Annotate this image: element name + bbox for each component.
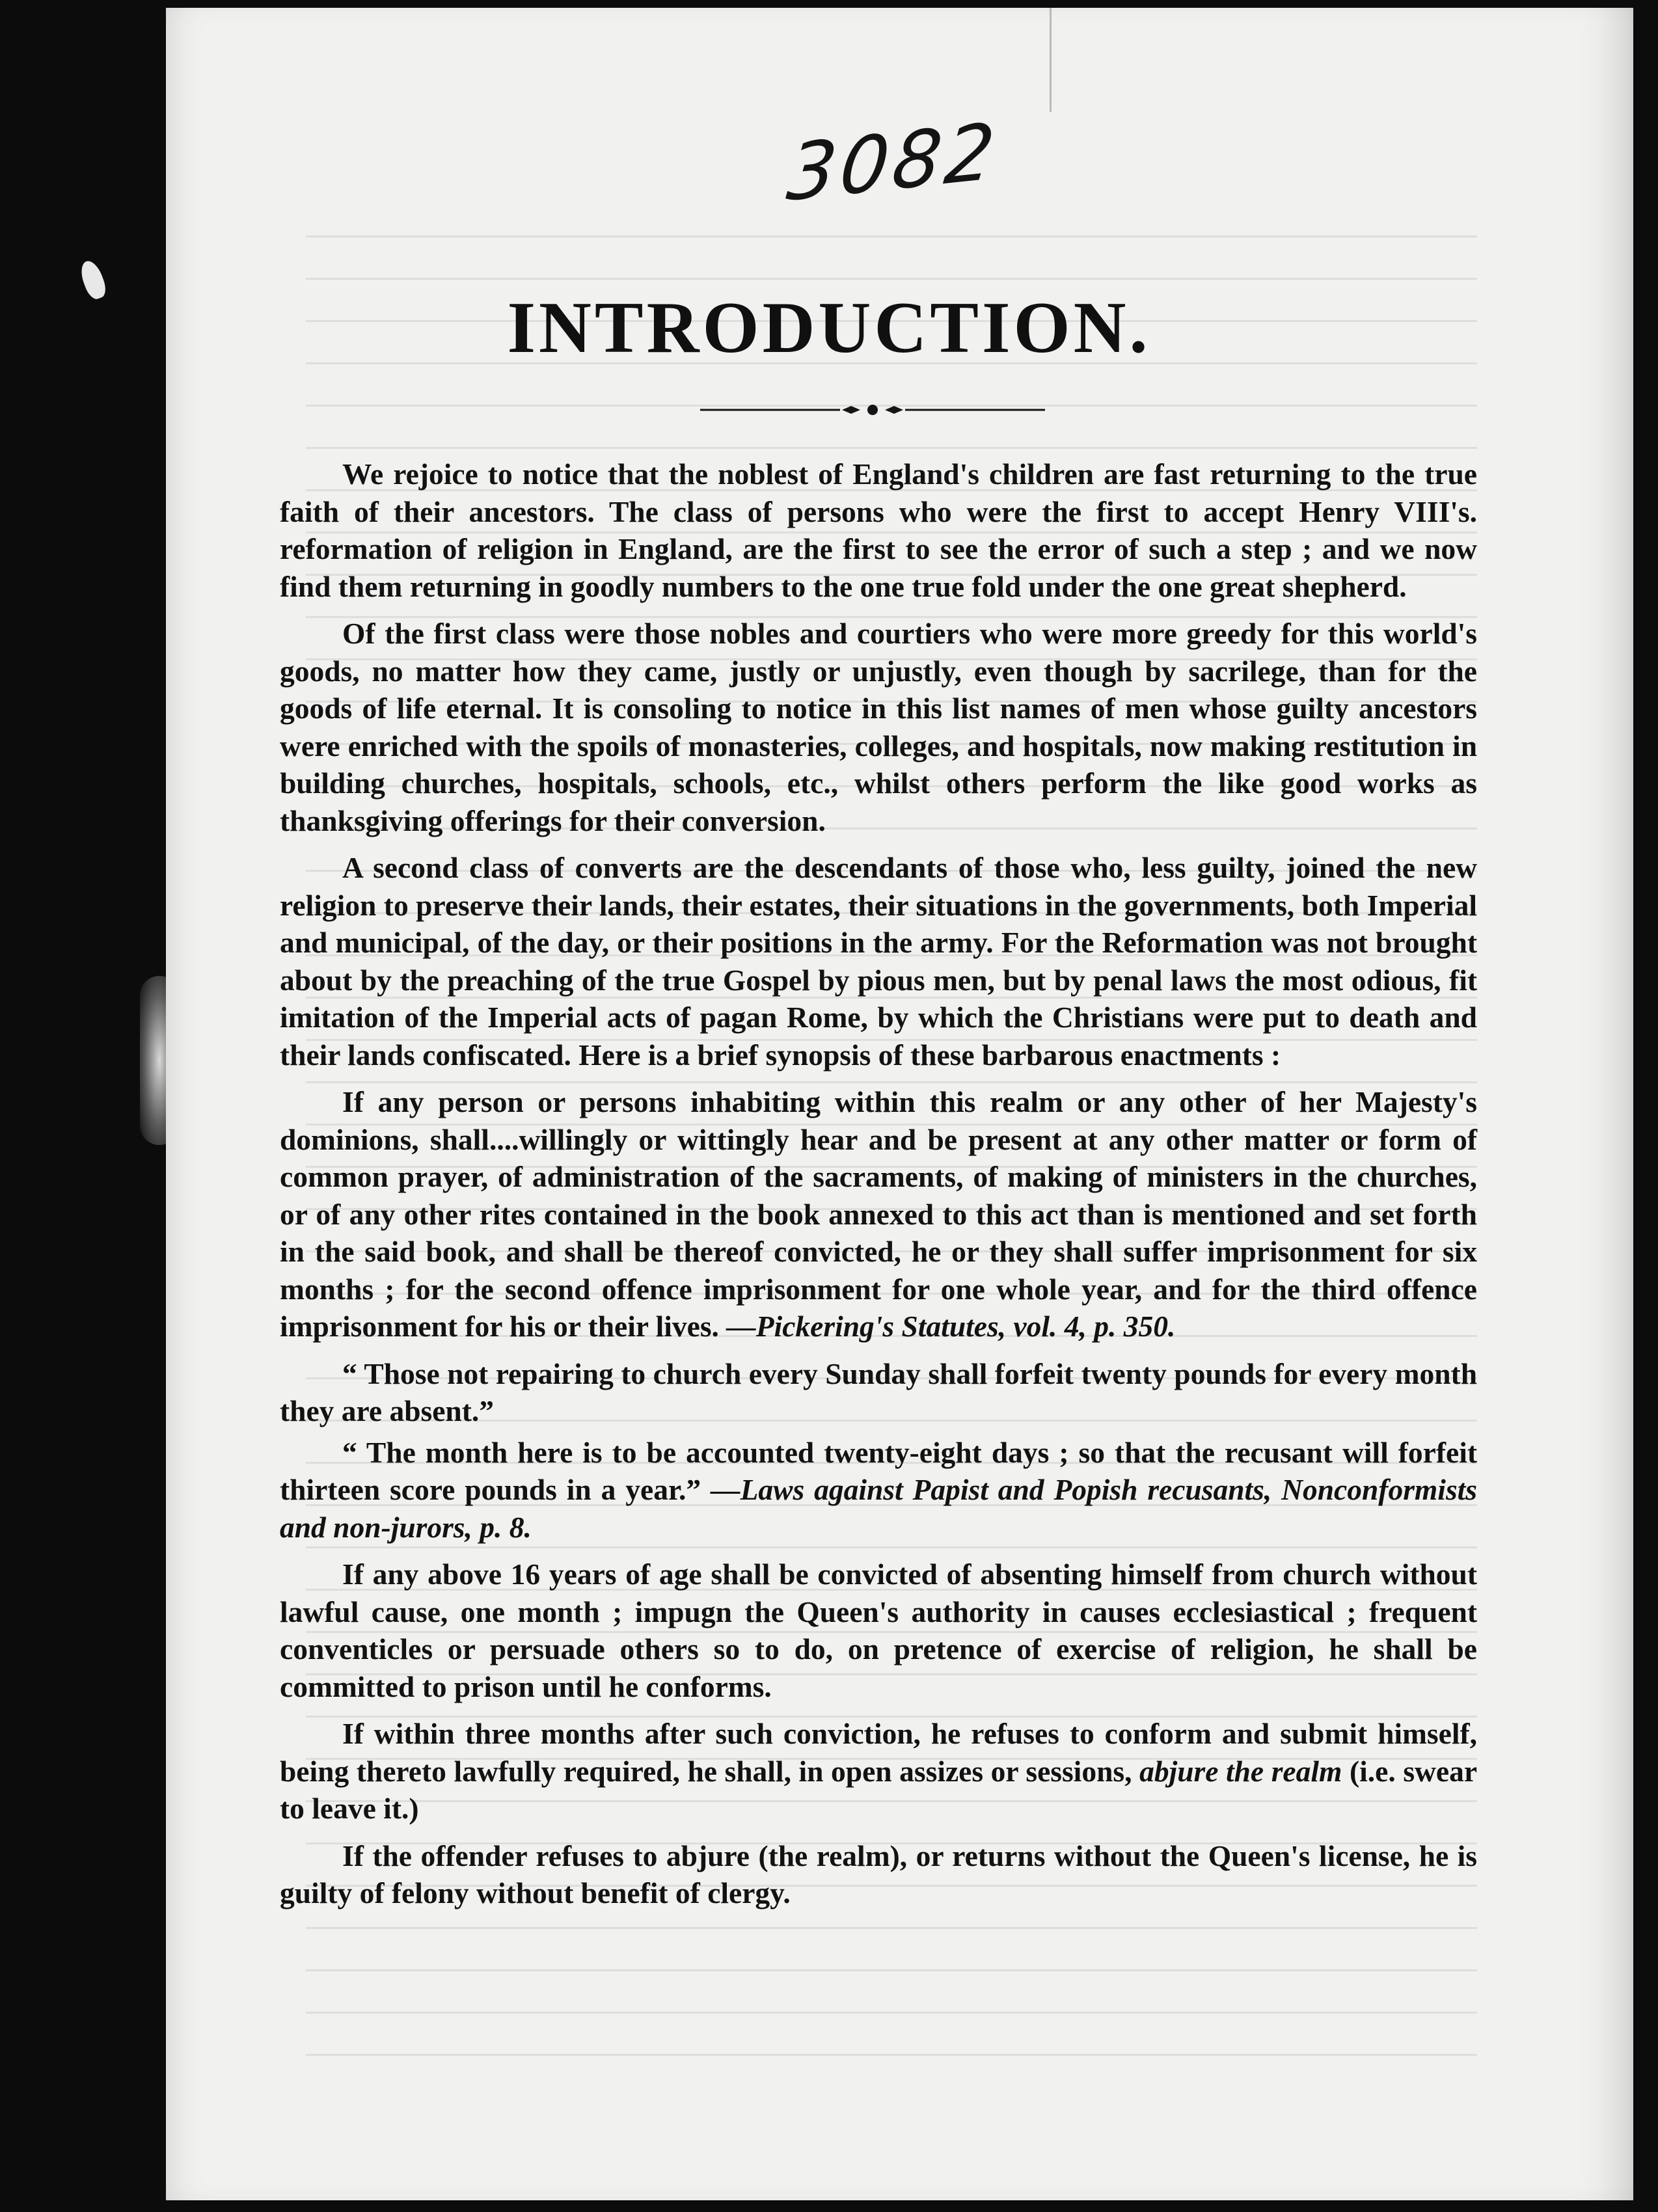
citation: —Laws against Papist and Popish recusants, Nonconformists and non-jurors, p. 8. xyxy=(280,1473,1477,1544)
paragraph: If any above 16 years of age shall be convicted of absenting himself from church without lawful cause, one month ; impugn the Queen's authority in causes ecclesiastical ; frequent conventicles or persuade others so to do, on pretence of exercise of religion, he shall be committed to prison until he conforms. xyxy=(280,1558,1477,1703)
handwritten-annotation: 3082 xyxy=(783,105,1003,219)
document-body xyxy=(280,455,1477,1922)
paragraph: Of the first class were those nobles and courtiers who were more greedy for this world's goods, no matter how they came, justly or unjustly, even though by sacrilege, than for the goods of life eternal. It is consoling to notice in this list names of men whose guilty ancestors were enriched with the spoils of monasteries, colleges, and hospitals, now making restitution in building churches, hospitals, schools, etc., whilst others perform the like good works as thanksgiving offerings for their conversion. xyxy=(280,617,1477,837)
paragraph: If any person or persons inhabiting within this realm or any other of her Majesty's dominions, shall....willingly or wittingly hear and be present at any other matter or form of common prayer, of administration of the sacraments, of making of ministers in the churches, or of any other rites contained in the book annexed to this act than is mentioned and set forth in the said book, and shall be thereof convicted, he or they shall suffer imprisonment for six months ; for the second offence imprisonment for one whole year, and for the third offence imprisonment for his or their lives. —Pickering's Statutes, vol. 4, p. 350. xyxy=(280,1085,1477,1343)
paragraph: “ Those not repairing to church every Sunday shall forfeit twenty pounds for every month they are absent.” xyxy=(280,1356,1477,1427)
paragraph: If within three months after such conviction, he refuses to conform and submit himself, being thereto lawfully required, he shall, in open assizes or sessions, abjure the realm (i.e. swear to leave it.) xyxy=(280,1717,1478,1825)
page-crease xyxy=(1050,8,1052,112)
italic-phrase: abjure the realm xyxy=(1139,1754,1342,1788)
page-title: INTRODUCTION. xyxy=(507,288,1151,368)
paragraph: We rejoice to notice that the noblest of England's children are fast returning to the true faith of their ancestors. The class of persons who were the first to accept Henry VIII's. reformation of religion in England, are the first to see the error of such a step ; and we now find them returning in goodly numbers to the one true fold under the one great shepherd. xyxy=(280,457,1477,603)
paragraph: A second class of converts are the descendants of those who, less guilty, joined the new religion to preserve their lands, their estates, their situations in the governments, both Imperial and municipal, of the day, or their positions in the army. For the Reformation was not brought about by the preaching of the true Gospel by pious men, but by penal laws the most odious, fit imitation of the Imperial acts of pagan Rome, by which the Christians were put to death and their lands confiscated. Here is a brief synopsis of these barbarous enactments : xyxy=(280,851,1477,1072)
paragraph: “ The month here is to be accounted twenty-eight days ; so that the recusant will forfeit thirteen score pounds in a year.” —Laws against Papist and Popish recusants, Nonconformists and non-jurors, p. 8. xyxy=(280,1435,1477,1544)
paragraph: If the offender refuses to abjure (the realm), or returns without the Queen's license, he is guilty of felony without benefit of clergy. xyxy=(280,1839,1477,1909)
title-ornament xyxy=(700,402,1045,418)
citation: —Pickering's Statutes, vol. 4, p. 350. xyxy=(726,1310,1176,1343)
